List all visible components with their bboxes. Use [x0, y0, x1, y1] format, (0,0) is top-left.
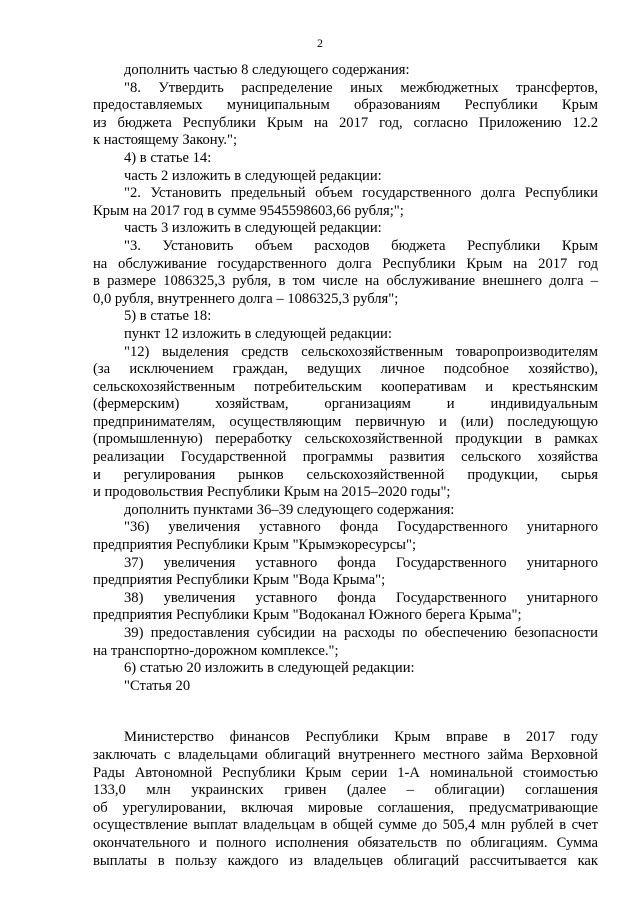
- text-line: (за исключением граждан, ведущих личное подсобное хозяйство),: [93, 361, 598, 378]
- text-line: предприятия Республики Крым "Водоканал Южного берега Крыма";: [93, 607, 522, 624]
- text-line: предоставляемых муниципальным образованиям Республики Крым: [93, 97, 598, 114]
- text-line: заключать с владельцами облигаций внутреннего местного займа Верховной: [93, 746, 598, 763]
- text-line: дополнить пунктами 36–39 следующего содержания:: [124, 501, 455, 518]
- text-line: 39) предоставления субсидии на расходы по обеспечению безопасности: [124, 625, 598, 641]
- text-line: и продовольствия Республики Крым на 2015–2020 годы";: [93, 484, 451, 501]
- document-body: [93, 62, 598, 870]
- text-line: предпринимателям, осуществляющим первичную и (или) последующую: [93, 413, 598, 430]
- article-heading: "Статья 20: [124, 677, 191, 694]
- text-line: окончательного и полного исполнения обязательств по облигациям. Сумма: [93, 834, 598, 851]
- text-line: 0,0 рубля, внутреннего долга – 1086325,3 рубля";: [93, 290, 399, 307]
- text-line: в размере 1086325,3 рубля, в том числе на обслуживание внешнего долга –: [93, 273, 598, 290]
- text-line: из бюджета Республики Крым на 2017 год, согласно Приложению 12.2: [93, 114, 598, 131]
- text-line: 5) в статье 18:: [124, 308, 212, 325]
- text-line: "3. Установить объем расходов бюджета Республики Крым: [124, 237, 598, 254]
- text-line: сельскохозяйственным потребительским кооперативам и крестьянским: [93, 378, 598, 395]
- text-line: 6) статью 20 изложить в следующей редакции:: [124, 660, 415, 677]
- page-number: 2: [317, 36, 323, 50]
- text-line: предприятия Республики Крым "Вода Крыма";: [93, 572, 386, 589]
- paragraph-gap: [93, 695, 598, 729]
- text-line: и регулирования рынков сельскохозяйственной продукции, сырья: [93, 466, 598, 483]
- text-line: Крым на 2017 год в сумме 9545598603,66 рубля;";: [93, 202, 404, 219]
- text-line: 4) в статье 14:: [124, 149, 212, 166]
- text-line: дополнить частью 8 следующего содержания:: [124, 62, 410, 78]
- text-line: пункт 12 изложить в следующей редакции:: [124, 325, 392, 342]
- text-line: 133,0 млн украинских гривен (далее – облигации) соглашения: [93, 782, 598, 799]
- text-line: на обслуживание государственного долга Республики Крым на 2017 год: [93, 255, 598, 272]
- text-line: "2. Установить предельный объем государственного долга Республики: [124, 185, 598, 202]
- text-line: 37) увеличения уставного фонда Государственного унитарного: [124, 554, 598, 571]
- text-line: часть 3 изложить в следующей редакции:: [124, 220, 382, 237]
- text-line: "8. Утвердить распределение иных межбюджетных трансфертов,: [124, 79, 598, 96]
- text-line: "12) выделения средств сельскохозяйственным товаропроизводителям: [124, 343, 598, 360]
- text-line: реализации Государственной программы развития сельского хозяйства: [93, 449, 598, 466]
- text-line: осуществление выплат владельцам в общей сумме до 505,4 млн рублей в счет: [93, 817, 598, 834]
- text-line: Рады Автономной Республики Крым серии 1-А номинальной стоимостью: [93, 764, 598, 781]
- text-line: предприятия Республики Крым "Крымэкоресурсы";: [93, 537, 417, 554]
- text-line: об урегулировании, включая мировые соглашения, предусматривающие: [93, 799, 598, 816]
- text-line: 38) увеличения уставного фонда Государственного унитарного: [124, 589, 598, 606]
- text-line: на транспортно-дорожном комплексе.";: [93, 642, 339, 659]
- text-line: (фермерским) хозяйствам, организациям и индивидуальным: [93, 396, 598, 413]
- text-line: к настоящему Закону.";: [93, 132, 238, 149]
- text-line: часть 2 изложить в следующей редакции:: [124, 167, 382, 184]
- text-line: выплаты в пользу каждого из владельцев облигаций рассчитывается как: [93, 852, 598, 869]
- text-line: (промышленную) переработку сельскохозяйственной продукции в рамках: [93, 431, 598, 448]
- text-line: "36) увеличения уставного фонда Государственного унитарного: [124, 519, 598, 536]
- text-line: Министерство финансов Республики Крым вправе в 2017 году: [124, 729, 598, 746]
